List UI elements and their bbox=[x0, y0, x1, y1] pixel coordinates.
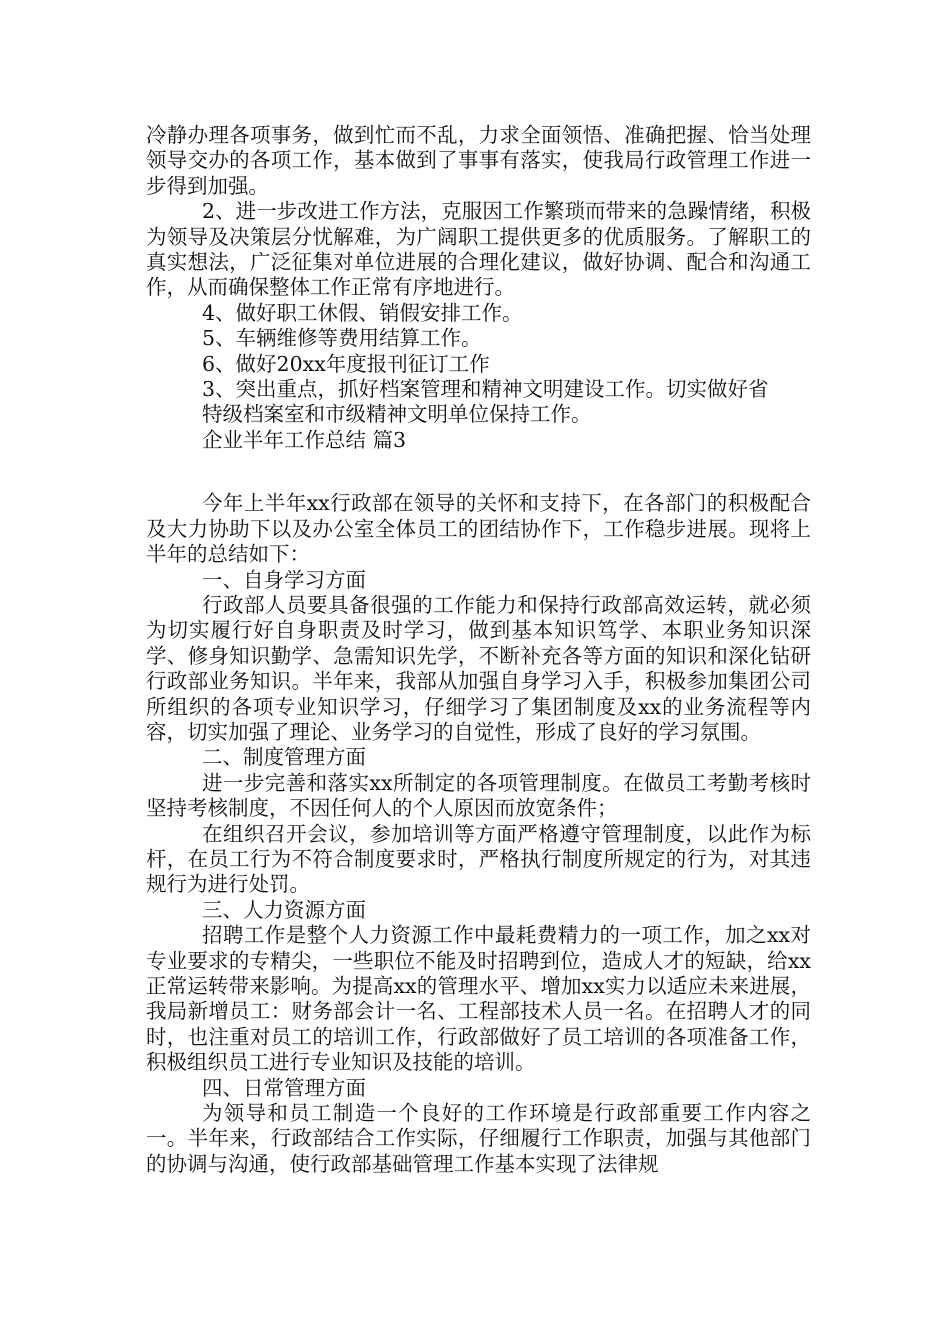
paragraph-system-1: 进一步完善和落实xx所制定的各项管理制度。在做员工考勤考核时坚持考核制度，不因任何人的个人原因而放宽条件； bbox=[146, 770, 811, 821]
heading-daily-management: 四、日常管理方面 bbox=[202, 1075, 366, 1100]
paragraph-item-3: 3、突出重点，抓好档案管理和精神文明建设工作。切实做好省 bbox=[202, 377, 769, 402]
section-title: 企业半年工作总结 篇3 bbox=[202, 427, 407, 452]
paragraph-item-6: 6、做好20xx年度报刊征订工作 bbox=[202, 351, 490, 376]
paragraph-item-5: 5、车辆维修等费用结算工作。 bbox=[202, 326, 482, 351]
paragraph-archive: 特级档案室和市级精神文明单位保持工作。 bbox=[202, 402, 592, 427]
paragraph-system-2: 在组织召开会议，参加培训等方面严格遵守管理制度，以此作为标杆，在员工行为不符合制度要求时，严格执行制度所规定的行为，对其违规行为进行处罚。 bbox=[146, 821, 811, 897]
paragraph-human-resources: 招聘工作是整个人力资源工作中最耗费精力的一项工作，加之xx对专业要求的专精尖，一些职位不能及时招聘到位，造成人才的短缺，给xx正常运转带来影响。为提高xx的管理水平、增加xx实力以适应未来进展，我局新增员工：财务部会计一名、工程部技术人员一名。在招聘人才的同时，也注重对员工的培训工作，行政部做好了员工培训的各项准备工作，积极组织员工进行专业知识及技能的培训。 bbox=[146, 923, 811, 1075]
blank-line bbox=[146, 453, 811, 491]
paragraph-intro: 今年上半年xx行政部在领导的关怀和支持下，在各部门的积极配合及大力协助下以及办公室全体员工的团结协作下，工作稳步进展。现将上半年的总结如下： bbox=[146, 491, 811, 567]
document-page bbox=[146, 123, 811, 1177]
paragraph-daily-management: 为领导和员工制造一个良好的工作环境是行政部重要工作内容之一。半年来，行政部结合工作实际，仔细履行工作职责，加强与其他部门的协调与沟通，使行政部基础管理工作基本实现了法律规 bbox=[146, 1101, 811, 1176]
paragraph-item-4: 4、做好职工休假、销假安排工作。 bbox=[202, 300, 523, 325]
heading-self-study: 一、自身学习方面 bbox=[202, 567, 366, 592]
paragraph-continuation: 冷静办理各项事务，做到忙而不乱，力求全面领悟、准确把握、恰当处理领导交办的各项工作，基本做到了事事有落实，使我局行政管理工作进一步得到加强。 bbox=[146, 123, 811, 198]
paragraph-self-study: 行政部人员要具备很强的工作能力和保持行政部高效运转，就必须为切实履行好自身职责及时学习，做到基本知识笃学、本职业务知识深学、修身知识勤学、急需知识先学，不断补充各等方面的知识和深化钻研行政部业务知识。半年来，我部从加强自身学习入手，积极参加集团公司所组织的各项专业知识学习，仔细学习了集团制度及xx的业务流程等内容，切实加强了理论、业务学习的自觉性，形成了良好的学习氛围。 bbox=[146, 592, 811, 744]
paragraph-item-2: 2、进一步改进工作方法，克服因工作繁琐而带来的急躁情绪，积极为领导及决策层分忧解难，为广阔职工提供更多的优质服务。了解职工的真实想法，广泛征集对单位进展的合理化建议，做好协调、配合和沟通工作，从而确保整体工作正常有序地进行。 bbox=[146, 199, 811, 300]
heading-human-resources: 三、人力资源方面 bbox=[202, 897, 366, 922]
heading-system-management: 二、制度管理方面 bbox=[202, 745, 366, 770]
